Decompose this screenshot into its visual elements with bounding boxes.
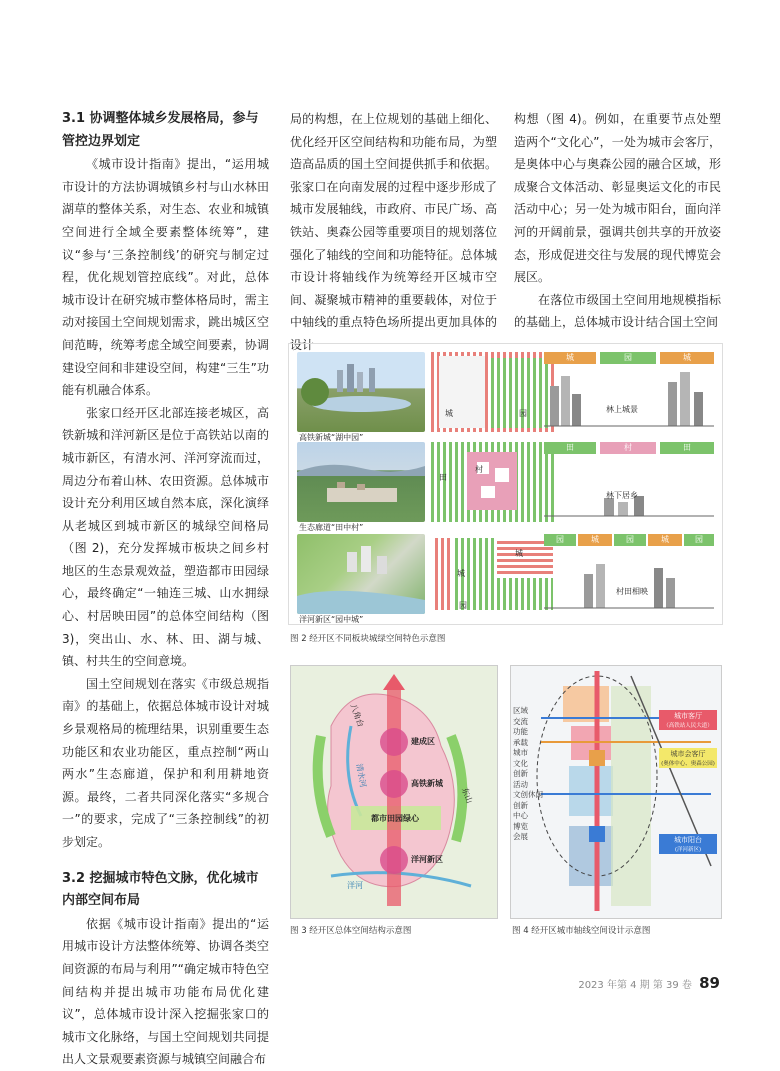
photo-ecological-corridor [297,442,425,522]
photo-high-speed-rail-city [297,352,425,432]
paragraph: 依据《城市设计指南》提出的“运用城市设计方法整体统筹、协调各类空间资源的布局与利用”“确定城市特色空间结构并提出城市功能布局优化建议”，总体城市设计深入挖掘张家口的城市文化脉络，与国土空间规划共同提出人文景观要素资源与城镇空间融合布 [62,916,269,1067]
column-2 [290,108,497,357]
figure-4 [510,665,722,919]
fig4-label-city-lounge: 城市客厅 （高铁站人民大道） [659,710,717,730]
section-diagram-1: 城 园 城 林上城景 [544,352,714,432]
pattern-diagram-2: 田 村 [431,442,557,522]
photo-yanghe-new-district [297,534,425,614]
paragraph: 构想（图 4)。例如，在重要节点处塑造两个“文化心”，一处为城市会客厅，是奥体中心与奥森公园的融合区域，形成聚合文体活动、彰显奥运文化的市民活动中心；另一处为城市阳台，面向洋河的开阔前景，强调共创共享的开放姿态，形成促进交往与发展的现代博览会展区。 [514,112,721,285]
section-3-1-title: 3.1 协调整体城乡发展格局，参与 管控边界划定 [62,111,259,149]
section-diagram-2: 田 村 田 林下居乡 [544,442,714,522]
paragraph: 《城市设计指南》提出，“运用城市设计的方法协调城镇乡村与山水林田湖草的整体关系，对生态、农业和城镇空间进行全域全要素整体统筹”，建议“参与‘三条控制线’的研究与制定过程，优化规划管控底线”。对此，总体城市设计在研究城市整体格局时，需主动对接国土空间规划需求，跳出城区空间范畴，统筹考虑全域空间要素，协调建设空间和非建设空间，构建“三生”功能有机融合体系。 [62,157,269,398]
figure-2 [288,343,723,625]
fig4-label-city-reception: 城市会客厅 (奥体中心、奥森公园) [659,748,717,768]
photo-label: 高铁新城“湖中园” [299,433,364,442]
column-1 [62,108,269,1071]
figure-4-caption: 图 4 经开区城市轴线空间设计示意图 [512,926,651,936]
paragraph: 在落位市级国土空间用地规模指标的基础上，总体城市设计结合国土空间 [514,292,721,330]
figure-2-caption: 图 2 经开区不同板块城绿空间特色示意图 [290,634,446,644]
photo-label: 洋河新区“园中城” [299,615,364,624]
figure-3: 八角台 建成区 清水河 高铁新城 东山 都市田园绿心 洋河新区 洋河 [290,665,498,919]
figure-3-caption: 图 3 经开区总体空间结构示意图 [290,926,412,936]
fig4-left-labels: 区域 交流 功能 承载 城市 文化 创新 活动 文创休闲 创新 中心 博览 会展 [513,706,543,841]
paragraph: 张家口经开区北部连接老城区，高铁新城和洋河新区是位于高铁站以南的城市新区，有清水河、洋河穿流而过，周边分布着山林、农田资源。总体城市设计充分利用区域自然本底，深化演绎从老城区到城市新区的城绿空间格局（图 2)，充分发挥城市板块之间乡村地区的生态景观效益，塑造都市田园绿心，最终确定“一轴连三城、山水拥绿心、村居映田园”的总体空间结构（图3)，突出山、水、林、田、湖与城、镇、村共生的空间意境。 [62,405,269,669]
fig4-label-city-balcony: 城市阳台 (洋河新区) [659,834,717,854]
page-footer [578,974,720,992]
photo-label: 生态廊道“田中村” [299,523,364,532]
pattern-diagram-1: 城 园 [431,352,557,432]
section-diagram-3: 园 城 园 城 园 村田相映 [544,534,714,614]
pattern-diagram-3: 城 城 园 [431,534,557,614]
column-3 [514,108,721,334]
issue-info: 2023 年第 4 期 第 39 卷 [578,980,692,991]
page-number: 89 [699,974,720,992]
paragraph: 国土空间规划在落实《市级总规指南》的基础上，依据总体城市设计对城乡景观格局的梳理结果，识别重要生态功能区和农业功能区，重点控制“两山两水”生态廊道，保护和利用耕地资源。最终，二者共同深化落实“多规合一”的要求，完成了“三条控制线”的初步划定。 [62,676,269,849]
section-3-2-title: 3.2 挖掘城市特色文脉，优化城市 内部空间布局 [62,870,259,909]
paragraph: 局的构想，在上位规划的基础上细化、优化经开区空间结构和功能布局，为塑造高品质的国土空间提供抓手和依据。张家口在向南发展的过程中逐步形成了城市发展轴线，市政府、市民广场、高铁站、奥森公园等重要项目的规划落位强化了轴线的空间和功能特征。总体城市设计将轴线作为统筹经开区城市空间、凝聚城市精神的重要载体，对位于中轴线的重点特色场所提出更加具体的设计 [290,112,497,352]
